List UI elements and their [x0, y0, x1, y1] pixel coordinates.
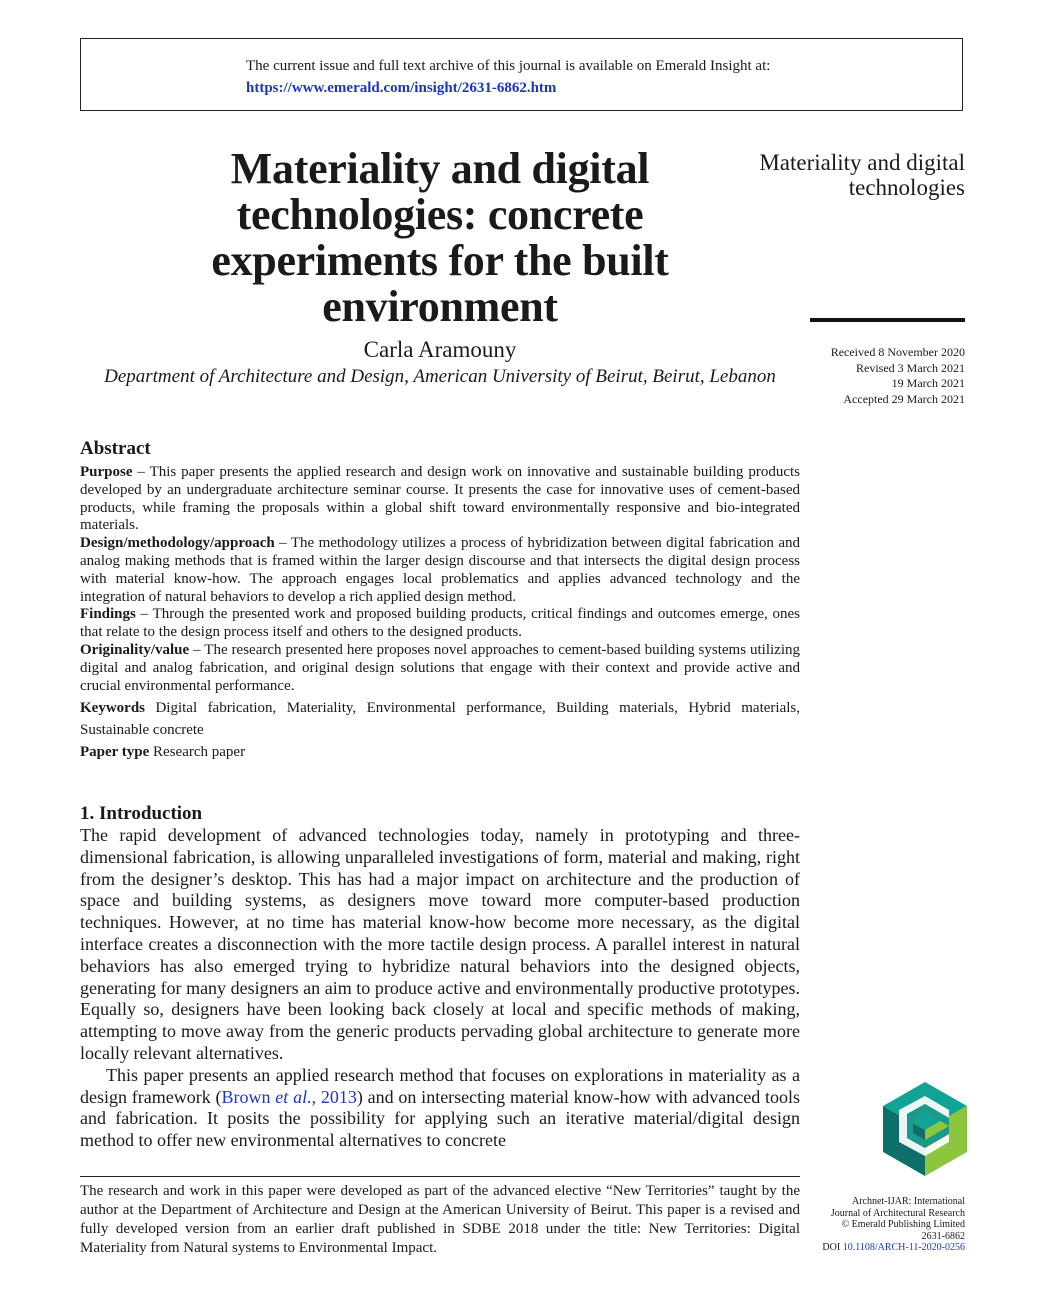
journal-link[interactable]: https://www.emerald.com/insight/2631-6862.htm [246, 80, 557, 96]
author-name: Carla Aramouny [363, 337, 517, 362]
archive-notice [246, 55, 770, 99]
abstract-heading: Abstract [80, 438, 151, 459]
originality-label: Originality/value [80, 641, 190, 658]
purpose-label: Purpose [80, 464, 133, 480]
keywords-text: Digital fabrication, Materiality, Environmental performance, Building materials, Hybrid materials, Sustainable concrete [80, 700, 800, 739]
date-received: Received 8 November 2020 [830, 345, 965, 359]
archive-notice-box [80, 38, 963, 111]
doi-label: DOI [822, 1242, 841, 1253]
intro-p2-before: This paper presents an applied research method that focuses on explorations in materiality as a design framework ( [80, 1064, 800, 1107]
doi-link[interactable]: 10.1108/ARCH-11-2020-0256 [842, 1242, 965, 1253]
emerald-logo-icon [883, 1082, 967, 1176]
issn: 2631-6862 [921, 1230, 965, 1242]
introduction-section [80, 803, 800, 1152]
abstract-findings [80, 606, 800, 642]
doi-line [765, 1242, 965, 1254]
citation-author: Brown [221, 1086, 276, 1107]
originality-text: – The research presented here proposes novel approaches to cement-based building systems utilizing digital and analog fabrication, and original design solutions that engage with their context and provide active and crucial environmental performance. [80, 641, 800, 694]
abstract-design [80, 535, 800, 606]
footnote-rule [80, 1176, 800, 1177]
paper-title: Materiality and digital technologies: concrete experiments for the built environment [211, 144, 669, 331]
copyright: © Emerald Publishing Limited [841, 1219, 965, 1230]
findings-label: Findings [80, 606, 136, 623]
paper-type-text: Research paper [149, 744, 246, 761]
findings-text: – Through the presented work and proposed building products, critical findings and outcomes emerge, ones that relate to the design process itself and others to the designed products. [80, 606, 800, 641]
journal-info [765, 1196, 965, 1254]
introduction-heading: 1. Introduction [80, 803, 203, 824]
citation-link[interactable] [222, 1087, 357, 1107]
abstract-originality [80, 642, 800, 695]
header-rule [810, 318, 965, 322]
journal-subtitle: Journal of Architectural Research [830, 1207, 965, 1219]
design-text: – The methodology utilizes a process of hybridization between digital fabrication and analog making methods that is framed within the larger design discourse and that intersects the digital design process with material know-how. The approach engages local problematics and applies advanced technology and the integration of natural behaviors to develop a rich applied design method. [80, 535, 800, 605]
journal-name: Archnet-IJAR: International [851, 1196, 965, 1207]
running-head: Materiality and digital technologies [759, 150, 965, 200]
citation-etal: et al. [275, 1086, 312, 1107]
keywords [80, 697, 800, 741]
abstract-purpose [80, 464, 800, 535]
date-revised-2: 19 March 2021 [891, 376, 965, 390]
abstract-section [80, 438, 800, 763]
intro-paragraph-1: The rapid development of advanced technologies today, namely in prototyping and three-dimensional fabrication, is allowing unparalleled investigations of form, material and making, right from the designer’s desktop. This has had a major impact on architecture and the production of space and building systems, as designers move toward more computer-based production techniques. However, at no time has material know-how become more necessary, as the digital interface creates a disconnection with the more tactile design process. A parallel interest in natural behaviors has also emerged trying to hybridize natural behaviors into the designed objects, generating for many designers an aim to produce active and environmentally productive prototypes. Equally so, designers have been looking back closely at local and specific methods of making, attempting to move away from the generic products pervading global architecture to generate more locally relevant alternatives. [80, 825, 800, 1063]
purpose-text: – This paper presents the applied research and design work on innovative and sustainable building products developed by an undergraduate architecture seminar course. It presents the case for innovative uses of cement-based products, while framing the proposals within a global shift toward environmentally responsive and bio-integrated materials. [80, 464, 800, 534]
footnote: The research and work in this paper were developed as part of the advanced elective “New Territories” taught by the author at the Department of Architecture and Design at the American University of Beirut. This paper is a revised and fully developed version from an earlier draft published in SDBE 2018 under the title: New Territories: Digital Materiality from Natural systems to Environmental Impact. [80, 1183, 800, 1256]
author-affiliation: Department of Architecture and Design, American University of Beirut, Beirut, Lebanon [104, 366, 776, 387]
intro-p2-after: ) and on intersecting material know-how with advanced tools and fabrication. It posits the possibility for applying such an iterative material/digital design method to offer new environmental alternatives to concrete [80, 1086, 800, 1151]
citation-year: , 2013 [311, 1086, 357, 1107]
design-label: Design/methodology/approach [80, 535, 275, 552]
date-revised: Revised 3 March 2021 [856, 360, 965, 375]
date-accepted: Accepted 29 March 2021 [843, 391, 965, 406]
paper-type-label: Paper type [80, 744, 150, 761]
intro-paragraph-2 [80, 1065, 800, 1152]
paper-type [80, 741, 800, 763]
archive-notice-text: The current issue and full text archive of this journal is available on Emerald Insight at: [246, 58, 771, 74]
keywords-label: Keywords [80, 700, 145, 717]
